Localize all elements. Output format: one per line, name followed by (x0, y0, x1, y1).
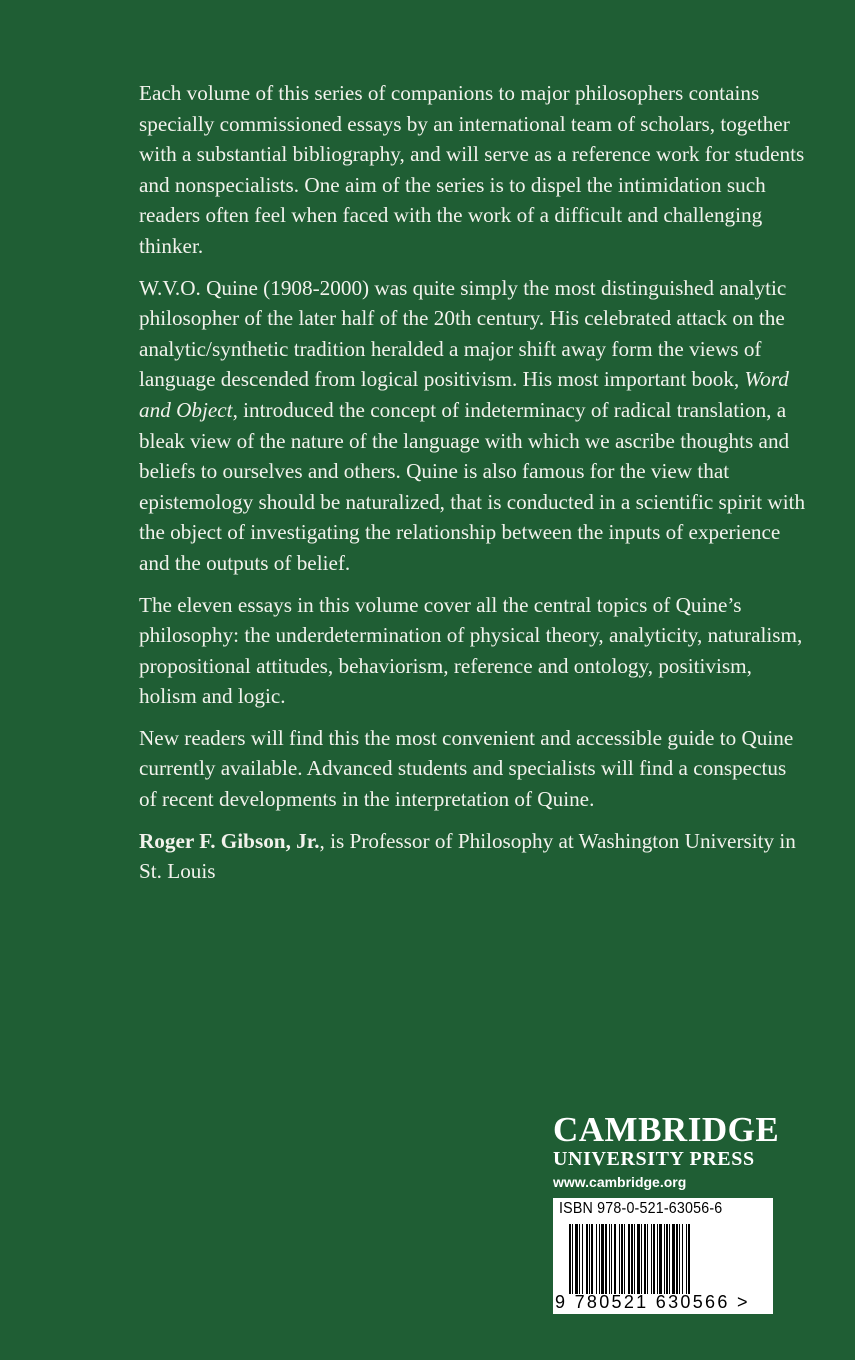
barcode-bar (589, 1224, 590, 1294)
barcode-bar (572, 1224, 573, 1294)
barcode-bar (609, 1224, 610, 1294)
barcode-bar (669, 1224, 670, 1294)
barcode-bar (631, 1224, 633, 1294)
barcode-bar (647, 1224, 648, 1294)
barcode-bar (637, 1224, 640, 1294)
barcode-bar (579, 1224, 580, 1294)
publisher-logo (553, 1110, 780, 1192)
barcode-bar (651, 1224, 652, 1294)
blurb-quine-text-end: , introduced the concept of indeterminacy of radical translation, a bleak view of the nature of the language with which we ascribe thoughts and beliefs to ourselves and others. Quine is also famous for the view that epistemology should be naturalized, that is conducted in a scientific spirit with the object of investigating the relationship between the inputs of experience and the outputs of belief. (139, 397, 806, 575)
barcode-bars (569, 1224, 759, 1294)
barcode-bar (672, 1224, 675, 1294)
isbn-barcode (553, 1198, 773, 1314)
barcode-bar (621, 1224, 623, 1294)
barcode-digits: 9 780521 630566 > (555, 1292, 750, 1312)
blurb-paragraph-series: Each volume of this series of companions to major philosophers contains specially commissioned essays by an international team of scholars, together with a substantial bibliography, and will serve as a reference work for students and nonspecialists. One aim of the series is to dispel the intimidation such readers often feel when faced with the work of a difficult and challenging thinker. (139, 81, 805, 258)
barcode-bar (619, 1224, 620, 1294)
publisher-subtitle: UNIVERSITY PRESS (553, 1148, 755, 1170)
book-title-word-and-object: Word and Object (139, 367, 789, 422)
editor-bio: , is Professor of Philosophy at Washington University in St. Louis (139, 828, 796, 884)
barcode-bar (676, 1224, 678, 1294)
isbn-label: ISBN 978-0-521-63056-6 (559, 1200, 723, 1217)
barcode-bar (624, 1224, 625, 1294)
barcode-bar (657, 1224, 658, 1294)
barcode-bar (611, 1224, 612, 1294)
barcode-bar (605, 1224, 607, 1294)
barcode-bar (688, 1224, 690, 1294)
barcode-bar (575, 1224, 578, 1294)
barcode-bar (682, 1224, 683, 1294)
blurb-paragraph-essays: The eleven essays in this volume cover all the central topics of Quine’s philosophy: the underdetermination of physical theory, analyticity, naturalism, propositional attitudes, behaviorism, reference and ontology, positivism, holism and logic. (139, 592, 803, 709)
barcode-bar (686, 1224, 687, 1294)
barcode-bar (591, 1224, 593, 1294)
publisher-name: CAMBRIDGE (553, 1110, 780, 1149)
blurb-quine-text-start: W.V.O. Quine (1908-2000) was quite simply the most distinguished analytic philosopher of the later half of the 20th century. His celebrated attack on the analytic/synthetic tradition heralded a major shift away form the views of language descended from logical positivism. His most important book, (139, 275, 787, 392)
barcode-bar (614, 1224, 616, 1294)
publisher-url: www.cambridge.org (553, 1174, 687, 1190)
barcode-bar (582, 1224, 583, 1294)
barcode-bar (586, 1224, 588, 1294)
barcode-bar (653, 1224, 655, 1294)
barcode-bar (666, 1224, 668, 1294)
barcode-bar (601, 1224, 604, 1294)
barcode-bar (634, 1224, 635, 1294)
barcode-bar (644, 1224, 646, 1294)
barcode-bar (641, 1224, 642, 1294)
barcode-bar (569, 1224, 571, 1294)
barcode-bar (679, 1224, 680, 1294)
barcode-bar (599, 1224, 600, 1294)
barcode-bar (596, 1224, 597, 1294)
blurb-text (139, 78, 809, 898)
blurb-paragraph-quine (139, 273, 809, 579)
editor-credit (139, 826, 809, 887)
blurb-paragraph-readers: New readers will find this the most convenient and accessible guide to Quine currently available. Advanced students and specialists will find a conspectus of recent developments in the interpretation of Quine. (139, 725, 794, 812)
barcode-bar (664, 1224, 665, 1294)
editor-name: Roger F. Gibson, Jr. (139, 828, 320, 853)
barcode-bar (628, 1224, 630, 1294)
barcode-bar (659, 1224, 662, 1294)
